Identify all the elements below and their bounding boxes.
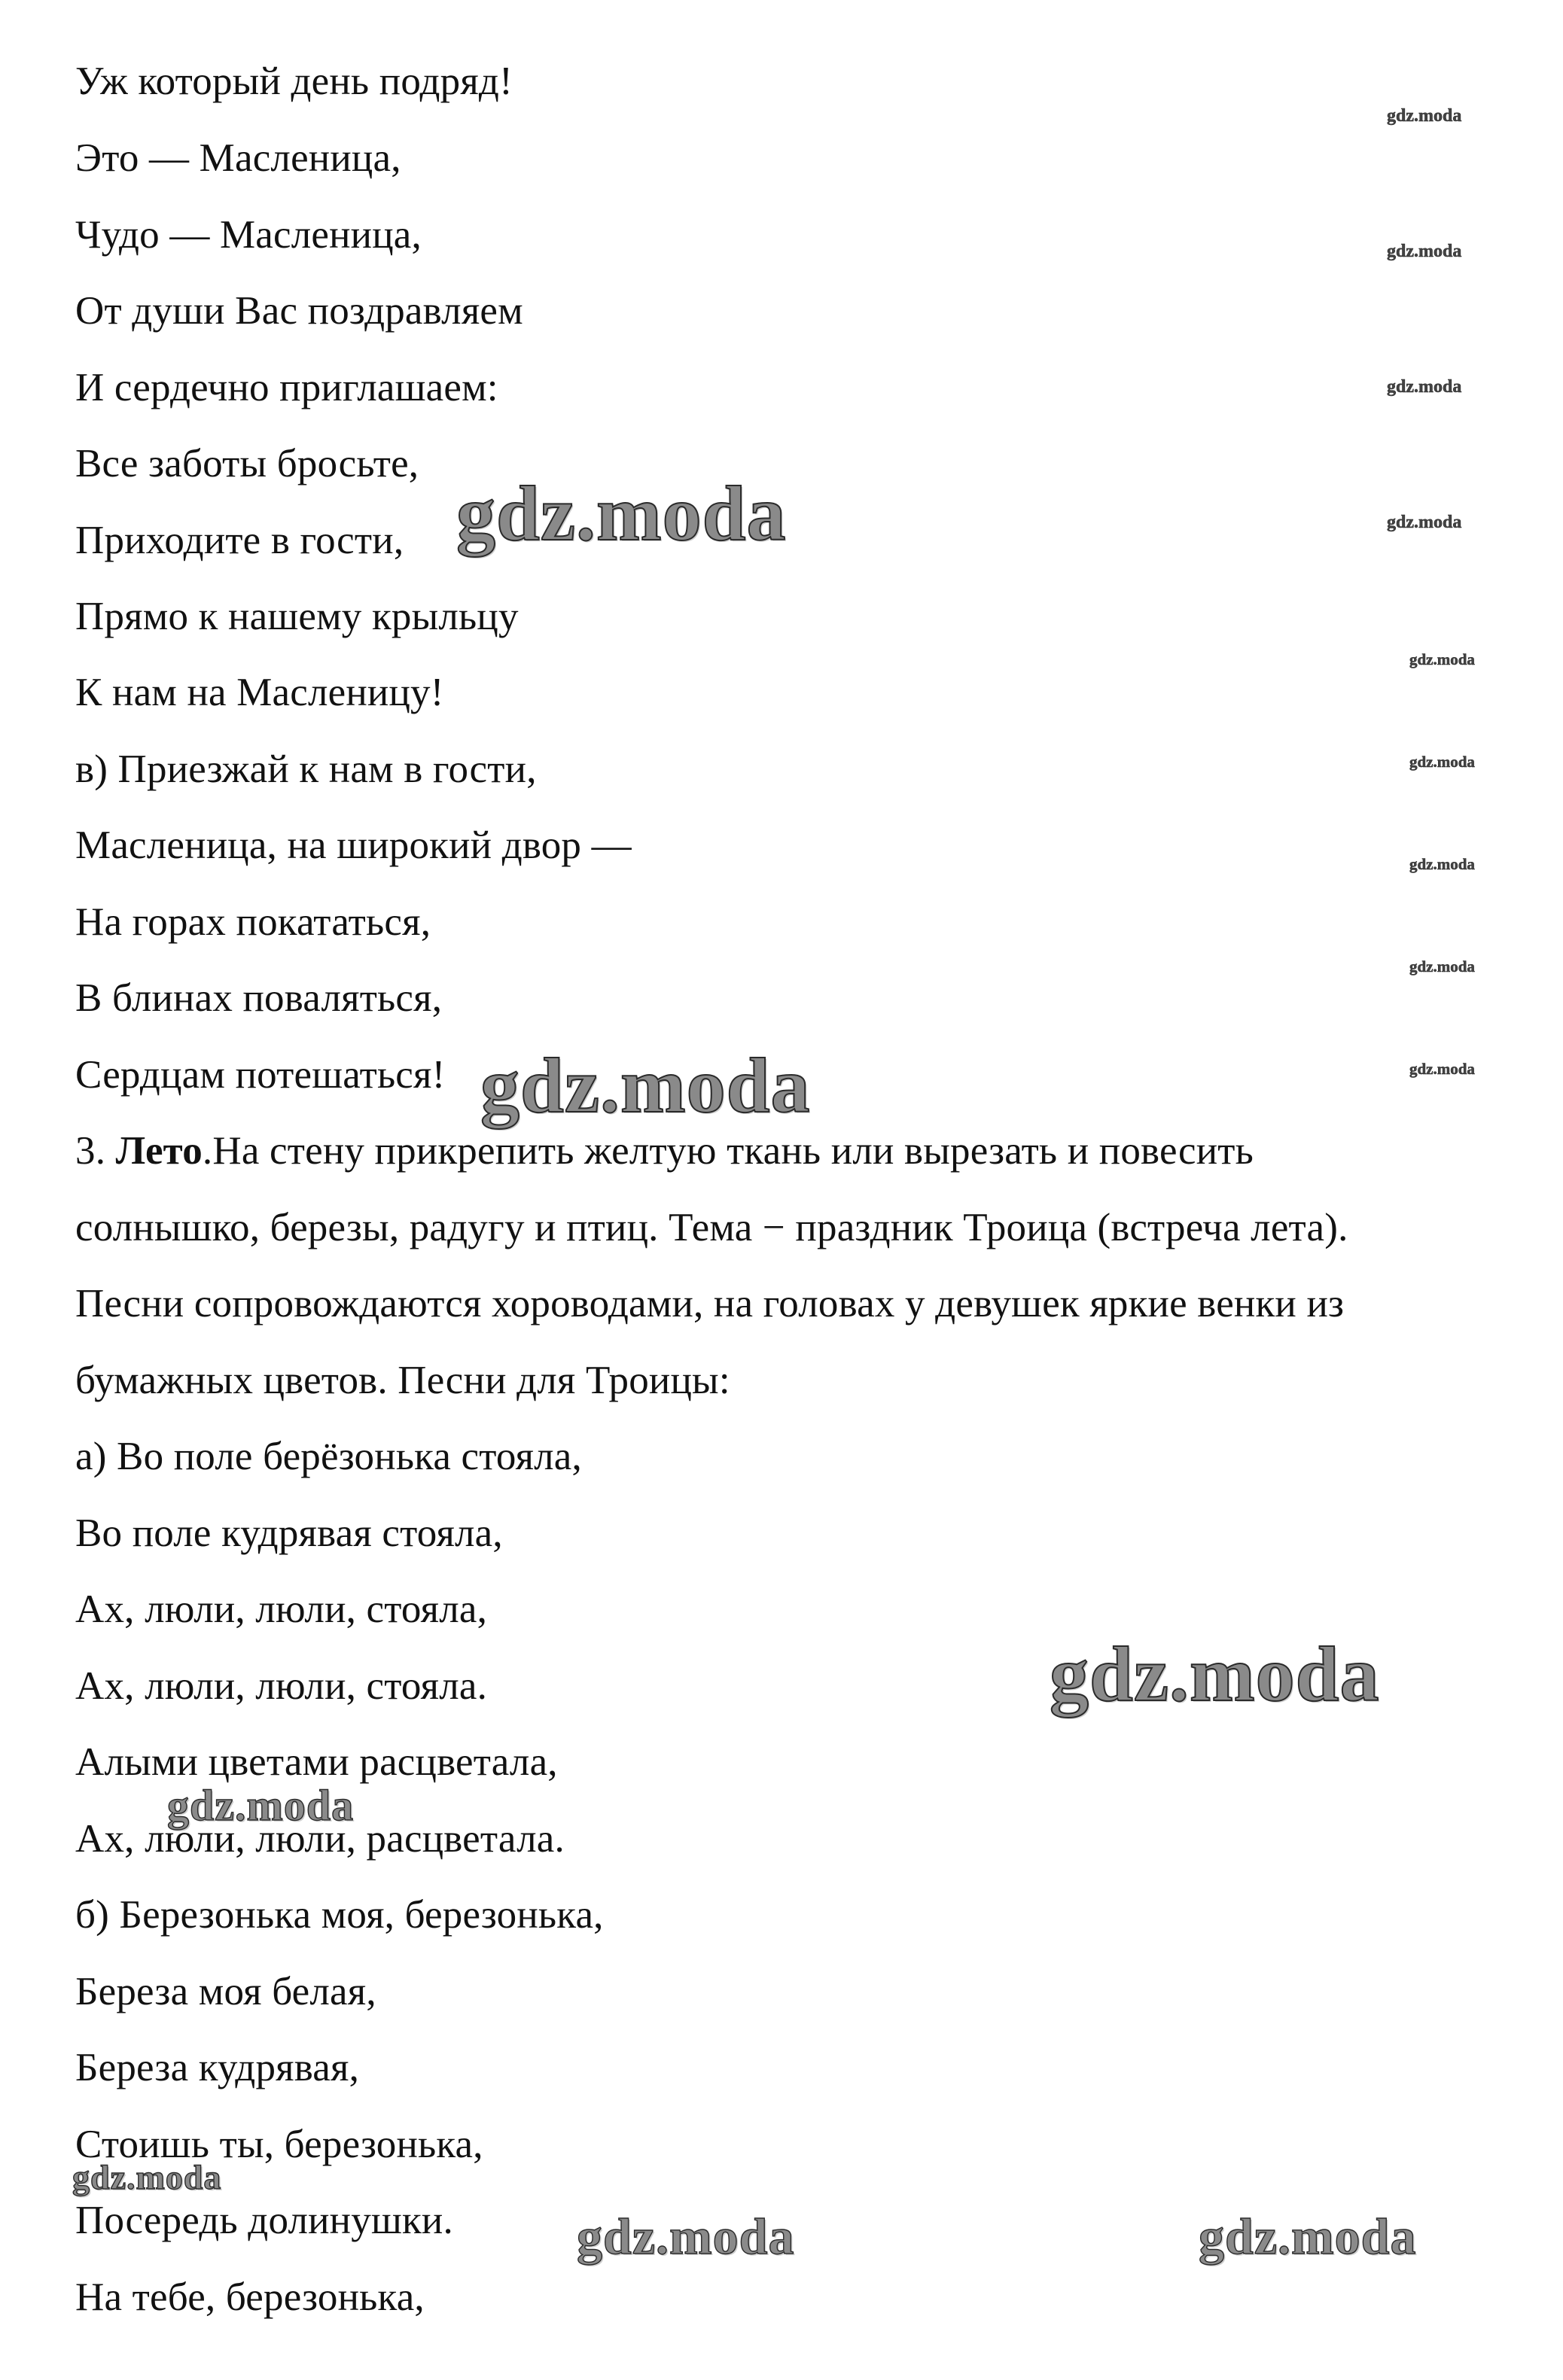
- text-line: а) Во поле берёзонька стояла,: [75, 1435, 582, 1478]
- text-line: Сердцам потешаться!: [75, 1053, 446, 1097]
- watermark: gdz.moda: [1387, 242, 1462, 261]
- text-line: На тебе, березонька,: [75, 2275, 425, 2319]
- text-line: бумажных цветов. Песни для Троицы:: [75, 1359, 730, 1402]
- text-line: И сердечно приглашаем:: [75, 366, 498, 409]
- text-line: Береза моя белая,: [75, 1970, 376, 2013]
- section-text: .На стену прикрепить желтую ткань или вырезать и повесить: [202, 1129, 1254, 1173]
- text-line: Ах, люли, люли, расцветала.: [75, 1817, 565, 1861]
- text-line: Стоишь ты, березонька,: [75, 2123, 483, 2166]
- watermark: gdz.moda: [1409, 650, 1475, 668]
- watermark: gdz.moda: [1409, 1060, 1475, 1078]
- section-title-leto: Лето: [115, 1129, 203, 1173]
- watermark: gdz.moda: [1050, 1631, 1380, 1718]
- watermark: gdz.moda: [1387, 377, 1462, 397]
- text-line: Уж который день подряд!: [75, 59, 513, 103]
- text-line: Посередь долинушки.: [75, 2199, 453, 2242]
- watermark: gdz.moda: [72, 2158, 222, 2196]
- text-line: На горах покататься,: [75, 900, 431, 944]
- watermark: gdz.moda: [1409, 855, 1475, 873]
- watermark: gdz.moda: [1387, 106, 1462, 126]
- watermark: gdz.moda: [1409, 753, 1475, 771]
- watermark: gdz.moda: [1387, 513, 1462, 532]
- text-line: Все заботы бросьте,: [75, 442, 419, 485]
- watermark: gdz.moda: [167, 1781, 355, 1830]
- text-line: Алыми цветами расцветала,: [75, 1740, 558, 1784]
- text-line: Прямо к нашему крыльцу: [75, 595, 519, 638]
- text-line: К нам на Масленицу!: [75, 671, 444, 714]
- text-line: Приходите в гости,: [75, 519, 404, 562]
- text-line: Во поле кудрявая стояла,: [75, 1511, 503, 1555]
- text-line: Масленица, на широкий двор —: [75, 823, 632, 867]
- text-line: б) Березонька моя, березонька,: [75, 1893, 604, 1937]
- text-line: В блинах поваляться,: [75, 976, 443, 1020]
- text-line: Это — Масленица,: [75, 136, 401, 180]
- watermark: gdz.moda: [456, 470, 787, 557]
- text-line: Ах, люли, люли, стояла.: [75, 1664, 488, 1708]
- watermark: gdz.moda: [480, 1042, 811, 1129]
- text-line: Ах, люли, люли, стояла,: [75, 1587, 488, 1631]
- section-number: 3.: [75, 1129, 116, 1173]
- text-line: Береза кудрявая,: [75, 2046, 360, 2089]
- text-line: Песни сопровождаются хороводами, на головах у девушек яркие венки из: [75, 1282, 1345, 1325]
- text-line: в) Приезжай к нам в гости,: [75, 747, 537, 791]
- section-heading-line: [75, 1127, 1254, 1175]
- watermark: gdz.moda: [577, 2208, 795, 2265]
- text-line: От души Вас поздравляем: [75, 289, 523, 333]
- watermark: gdz.moda: [1199, 2208, 1417, 2265]
- watermark: gdz.moda: [1409, 957, 1475, 975]
- text-line: Чудо — Масленица,: [75, 213, 422, 257]
- text-line: солнышко, березы, радугу и птиц. Тема − праздник Троица (встреча лета).: [75, 1206, 1348, 1249]
